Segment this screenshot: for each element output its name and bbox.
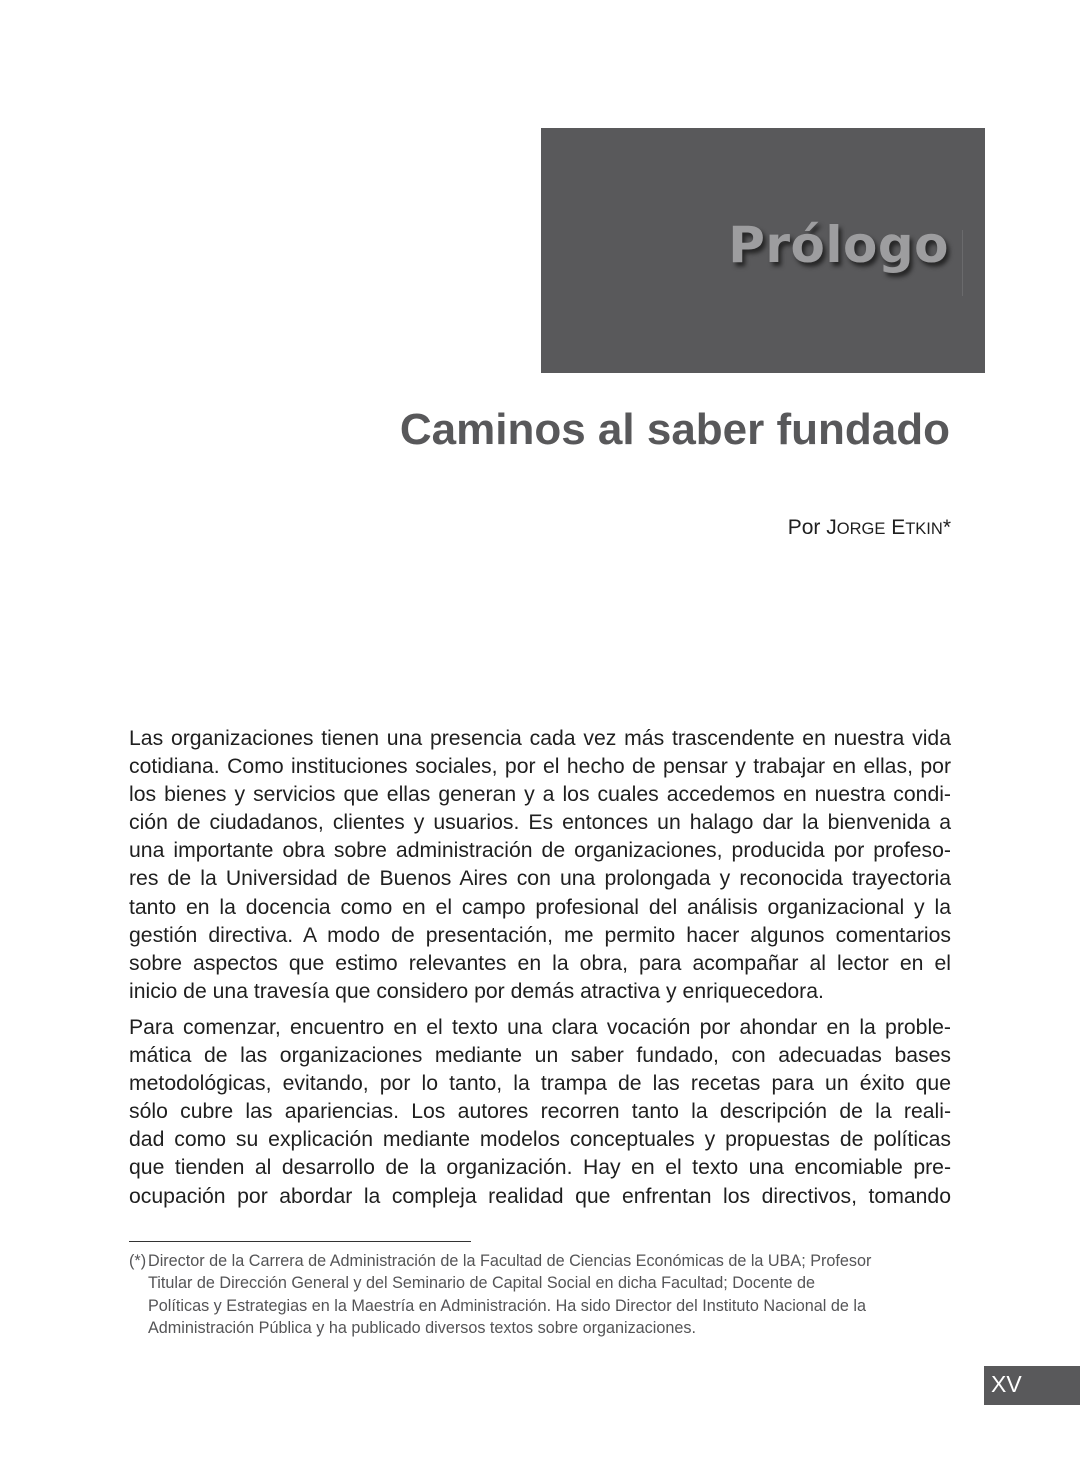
paragraph-2 <box>129 1014 951 1211</box>
article-title: Caminos al saber fundado <box>399 405 950 454</box>
author-last-initial: E <box>891 516 906 539</box>
text-line: sobre aspectos que estimo relevantes en la obra, para acompañar al lector en el <box>129 951 951 975</box>
page-number-tab <box>984 1366 1080 1405</box>
text-line: dad como su explicación mediante modelos conceptuales y propuestas de políticas <box>129 1128 951 1152</box>
text-line: Las organizaciones tienen una presencia cada vez más trascendente en nuestra vida <box>129 727 951 750</box>
text-line: los bienes y servicios que ellas generan y a los cuales accedemos en nuestra condi- <box>129 783 951 807</box>
footnote-line: Director de la Carrera de Administración de la Facultad de Ciencias Económicas de la UBA; Profesor <box>148 1252 872 1270</box>
footnote-line: Políticas y Estrategias en la Maestría en Administración. Ha sido Director del Instituto Nacional de la <box>148 1296 866 1315</box>
text-line: metodológicas, evitando, por lo tanto, la trampa de las recetas para un éxito que <box>129 1072 951 1096</box>
text-line: gestión directiva. A modo de presentación, me permito hacer algunos comentarios <box>129 923 951 947</box>
body-text <box>129 725 951 1219</box>
chapter-header-box <box>541 128 985 373</box>
page-number: XV <box>991 1371 1022 1397</box>
byline <box>788 516 951 540</box>
footnote-marker: (*) <box>129 1252 147 1270</box>
text-line: que tienden al desarrollo de la organización. Hay en el texto una encomiable pre- <box>129 1156 951 1180</box>
text-line: ción de ciudadanos, clientes y usuarios. Es entonces un halago dar la bienvenida a <box>129 811 951 835</box>
footnote-reference-mark[interactable]: * <box>942 516 951 539</box>
text-line: mática de las organizaciones mediante un saber fundado, con adecuadas bases <box>129 1044 951 1068</box>
byline-prefix: Por <box>787 516 827 539</box>
author-first-rest: ORGE <box>836 520 886 538</box>
author-first-initial: J <box>826 516 837 539</box>
chapter-header-divider <box>962 230 963 296</box>
footnote-divider <box>129 1241 471 1242</box>
text-line: una importante obra sobre administración de organizaciones, producida por profeso- <box>129 839 951 863</box>
footnote <box>129 1250 959 1340</box>
text-line: cotidiana. Como instituciones sociales, por el hecho de pensar y trabajar en ellas, por <box>129 755 951 779</box>
text-line: ocupación por abordar la compleja realidad que enfrentan los directivos, tomando <box>129 1184 951 1208</box>
text-line: tanto en la docencia como en el campo profesional del análisis organizacional y la <box>129 895 951 919</box>
text-line: sólo cubre las apariencias. Los autores recorren tanto la descripción de la reali- <box>129 1100 951 1124</box>
author-last-rest: TKIN <box>905 520 943 538</box>
text-line: res de la Universidad de Buenos Aires con una prolongada y reconocida trayectoria <box>129 867 951 891</box>
footnote-line: Titular de Dirección General y del Seminario de Capital Social en dicha Facultad; Docente de <box>148 1274 816 1293</box>
text-line: Para comenzar, encuentro en el texto una clara vocación por ahondar en la proble- <box>129 1015 951 1039</box>
paragraph-1 <box>129 725 951 1006</box>
chapter-label: Prólogo <box>728 216 949 274</box>
text-line: inicio de una travesía que considero por demás atractiva y enriquecedora. <box>129 979 824 1003</box>
footnote-text <box>148 1250 959 1340</box>
footnote-line: Administración Pública y ha publicado diversos textos sobre organizaciones. <box>148 1319 696 1338</box>
